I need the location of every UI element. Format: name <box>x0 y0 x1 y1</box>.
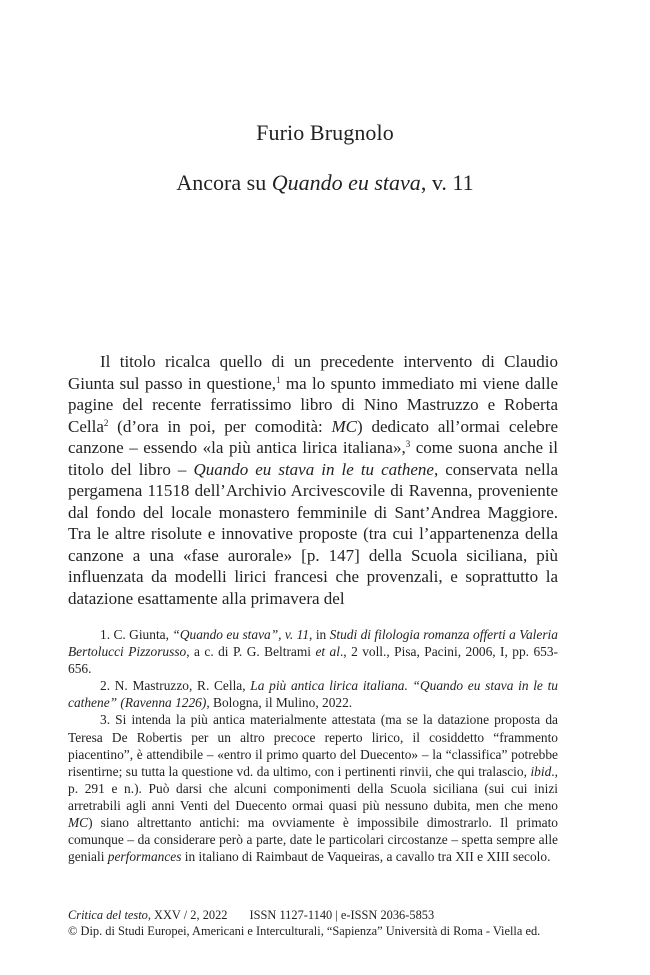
page-footer <box>68 907 568 939</box>
journal-name: Critica del testo <box>68 908 148 922</box>
article-title <box>0 170 650 196</box>
body-mc-abbrev: MC <box>331 416 358 436</box>
body-text-1: Il titolo ricalca quello di un precedente intervento di Claudio Giunta sul passo in questione, <box>68 352 558 393</box>
footnote-2 <box>68 677 558 711</box>
footnote-1 <box>68 626 558 677</box>
footnote-3-italic-a: ibid <box>530 763 552 779</box>
body-text-3: (d’ora in poi, per comodità: <box>108 416 332 436</box>
footer-journal-line <box>68 907 568 923</box>
body-text-5: come suona anche il titolo del libro – <box>68 438 558 479</box>
footnote-1-italic-a: “Quando eu stava”, v. 11 <box>172 627 310 642</box>
footnote-1-italic-b: Studi di filologia romanza offerti a Valeria Bertolucci Pizzorusso <box>68 627 558 660</box>
body-paragraph <box>68 351 558 609</box>
title-suffix: , v. 11 <box>420 170 474 195</box>
footnote-3 <box>68 711 558 865</box>
footnote-1-text-c: , a c. di P. G. Beltrami <box>186 644 316 660</box>
footnote-3-italic-c: performances <box>107 849 182 865</box>
title-italic: Quando eu stava <box>271 170 421 195</box>
footnotes <box>68 626 558 865</box>
footnote-ref-3: 3 <box>405 439 411 449</box>
author-name: Furio Brugnolo <box>256 120 394 145</box>
footnote-2-italic-a: La più antica lirica italiana. “Quando eu stava in le tu cathene” (Ravenna 1226) <box>68 678 558 711</box>
footnote-ref-1: 1 <box>276 374 281 385</box>
title-prefix: Ancora su <box>176 170 272 195</box>
footnote-3-italic-b: MC <box>68 815 89 831</box>
body-text-4: ) dedicato all’ormai celebre canzone – essendo «la più antica lirica italiana», <box>68 416 558 457</box>
journal-issn: ISSN 1127-1140 | e-ISSN 2036-5853 <box>249 908 435 922</box>
footnote-3-text-c: ) siano altrettanto antichi: ma ovviamente è impossibile dimostrarlo. Il primato comunque – da considerare però a parte, date le particolari circostanze – spetta sempre alle geniali <box>68 815 558 865</box>
footnote-3-text-d: in italiano di Raimbaut de Vaqueiras, a cavallo tra XII e XIII secolo. <box>181 849 551 865</box>
footnote-2-text-a: 2. N. Mastruzzo, R. Cella, <box>100 678 251 694</box>
footnote-1-text-d: ., 2 voll., Pisa, Pacini, 2006, I, pp. 653-656. <box>68 644 558 677</box>
footnote-1-text-b: , in <box>309 627 330 642</box>
footnote-1-text-a: 1. C. Giunta, <box>100 627 173 642</box>
journal-issue: , XXV / 2, 2022 <box>147 908 228 922</box>
footnote-2-text-b: , Bologna, il Mulino, 2022. <box>206 695 353 711</box>
footer-copyright: © Dip. di Studi Europei, Americani e Interculturali, “Sapienza” Università di Roma - Viella ed. <box>68 924 541 938</box>
footnote-3-text-a: 3. Si intenda la più antica materialmente attestata (ma se la datazione proposta da Teresa De Robertis per un altro precoce reperto lirico, il cosiddetto “frammento piacentino”, è attendibile – «entro il primo quarto del Duecento» – la “classifica” potrebbe risentirne; su tutta la questione vd. da ultimo, con i pertinenti rinvii, che qui tralascio, <box>68 712 558 779</box>
body-book-title: Quando eu stava in le tu cathene <box>193 459 434 479</box>
footnote-ref-2: 2 <box>103 417 109 428</box>
body-text-6: , conservata nella pergamena 11518 dell’Archivio Arcivescovile di Ravenna, proveniente dal fondo del locale monastero femminile di Sant’Andrea Maggiore. Tra le altre risolute e innovative proposte (tra cui l’appartenenza della canzone a una «fase aurorale» [p. 147] della Scuola siciliana, più influenzata da modelli lirici francesi che provenzali, e soprattutto la datazione esattamente alla primavera del <box>68 459 558 608</box>
body-text-2: ma lo spunto immediato mi viene dalle pagine del recente ferratissimo libro di Nino Mastruzzo e Roberta Cella <box>68 373 559 436</box>
footnote-3-text-b: ., p. 291 e n.). Può darsi che alcuni componimenti della Scuola siciliana (sui cui inizi arretrabili agli anni Venti del Duecento ormai quasi più nessuno dubita, men che meno <box>68 763 558 813</box>
footnote-1-italic-c: et al <box>315 644 340 660</box>
